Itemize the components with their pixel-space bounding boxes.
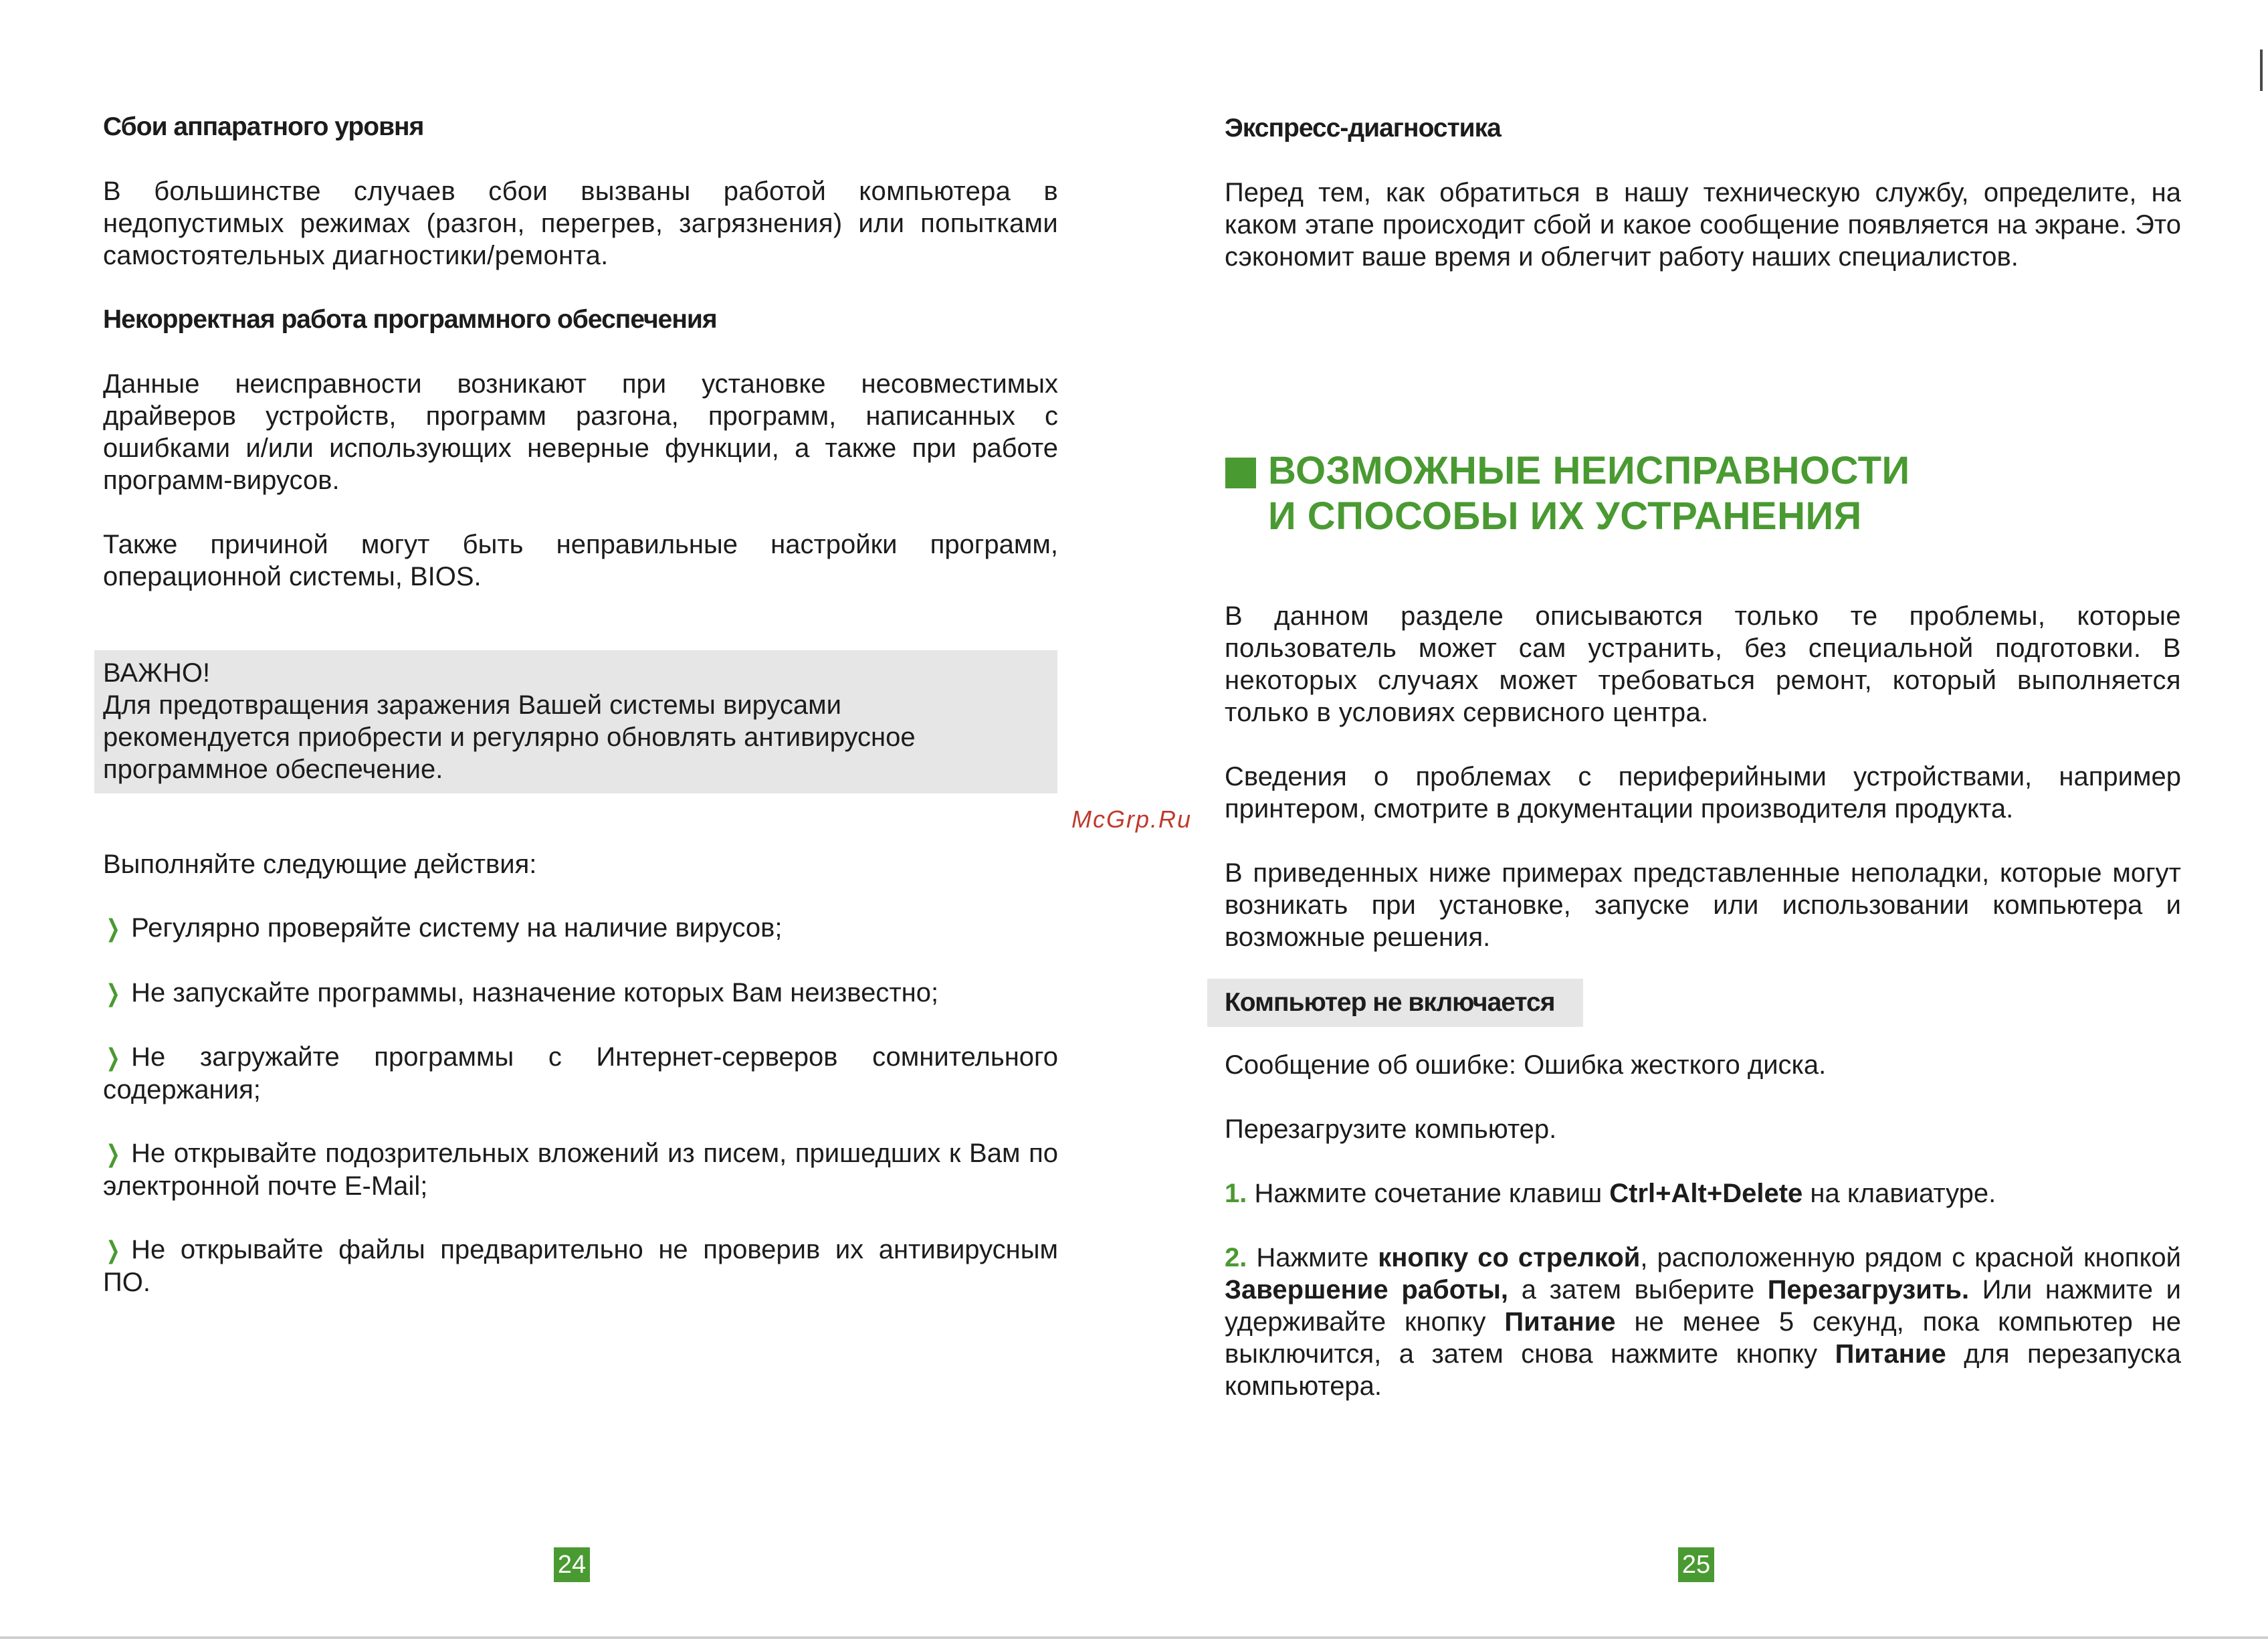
step-bold: кнопку со стрелкой (1378, 1243, 1641, 1272)
watermark: McGrp.Ru (1071, 805, 1193, 833)
chevron-right-icon: ❯ (106, 1236, 120, 1264)
step-1 (1225, 1177, 2181, 1210)
important-title: ВАЖНО! (103, 658, 211, 688)
step-text: Или нажмите и удерживайте кнопку (1225, 1275, 2181, 1337)
error-message: Сообщение об ошибке: Ошибка жесткого диска. (1225, 1050, 1827, 1080)
subheading-computer-not-turning-on: Компьютер не включается (1225, 988, 1555, 1017)
step-text: , расположенную рядом с красной кнопкой (1640, 1243, 2181, 1272)
bullet-item (103, 977, 1058, 1009)
heading-express-diagnostics: Экспресс-диагностика (1225, 114, 1501, 142)
step-text: а затем выберите (1521, 1275, 1755, 1305)
bottom-rule (0, 1636, 2268, 1639)
bullet-text: Не запускайте программы, назначение которых Вам неизвестно; (131, 978, 939, 1007)
bullet-text: Не открывайте файлы предварительно не проверив их антивирусным ПО. (103, 1235, 1058, 1297)
para-examples: В приведенных ниже примерах представленные неполадки, которые могут возникать при установке, запуске или использовании компьютера и возможные решения. (1225, 858, 2181, 952)
heading-hardware-failures: Сбои аппаратного уровня (103, 112, 424, 141)
heading-software-failures: Некорректная работа программного обеспечения (103, 305, 717, 334)
page-edge-mark (2260, 50, 2263, 91)
step-number: 2. (1225, 1243, 1247, 1272)
para-peripherals: Сведения о проблемах с периферийными устройствами, например принтером, смотрите в документации производителя продукта. (1225, 762, 2181, 824)
important-line: Для предотвращения заражения Вашей системы вирусами (103, 690, 842, 720)
chevron-right-icon: ❯ (106, 914, 120, 942)
green-square-icon (1225, 458, 1256, 488)
important-line: программное обеспечение. (103, 755, 443, 784)
bullet-item (103, 912, 1058, 945)
para-software-failures: Данные неисправности возникают при установке несовместимых драйверов устройств, программ разгона, программ, написанных с ошибками и/или использующих неверные функции, а также при работе программ-вирусов. (103, 369, 1058, 495)
step-text: Нажмите сочетание клавиш (1254, 1179, 1603, 1208)
para-hardware-failures: В большинстве случаев сбои вызваны работой компьютера в недопустимых режимах (разгон, перегрев, загрязнения) или попытками самостоятельных диагностики/ремонта. (103, 177, 1058, 270)
bullet-item (103, 1234, 1058, 1298)
chevron-right-icon: ❯ (106, 1140, 120, 1167)
bullet-item (103, 1137, 1058, 1202)
step-bold: Перезагрузить. (1767, 1275, 1970, 1305)
subheading-box (1207, 979, 1583, 1027)
important-line: рекомендуется приобрести и регулярно обновлять антивирусное (103, 722, 916, 752)
step-bold: Завершение работы, (1225, 1275, 1509, 1305)
step-text: на клавиатуре. (1810, 1179, 1996, 1208)
step-text: не менее 5 секунд, пока компьютер не выключится, а затем снова нажмите кнопку (1225, 1307, 2181, 1369)
chevron-right-icon: ❯ (106, 1044, 120, 1071)
step-text: для перезапуска компьютера. (1225, 1339, 2181, 1401)
restart-instruction: Перезагрузите компьютер. (1225, 1115, 1557, 1144)
step-2 (1225, 1242, 2181, 1402)
bullet-text: Не открывайте подозрительных вложений из писем, пришедших к Вам по электронной почте E-Mail; (103, 1139, 1058, 1201)
page-number-left: 24 (554, 1547, 590, 1582)
page-number-right: 25 (1678, 1547, 1714, 1582)
para-settings: Также причиной могут быть неправильные настройки программ, операционной системы, BIOS. (103, 530, 1058, 591)
bullet-text: Регулярно проверяйте систему на наличие вирусов; (131, 913, 783, 943)
step-text: Нажмите (1256, 1243, 1369, 1272)
chevron-right-icon: ❯ (106, 979, 120, 1007)
step-bold: Питание (1835, 1339, 1946, 1369)
actions-intro: Выполняйте следующие действия: (103, 850, 537, 879)
important-note (103, 657, 1058, 785)
step-number: 1. (1225, 1179, 1247, 1208)
section-title-line: ВОЗМОЖНЫЕ НЕИСПРАВНОСТИ (1268, 449, 1910, 492)
section-title-line: И СПОСОБЫ ИХ УСТРАНЕНИЯ (1268, 494, 1862, 538)
para-scope: В данном разделе описываются только те проблемы, которые пользователь может сам устранить, без специальной подготовки. В некоторых случаях может требоваться ремонт, который выполняется только в условиях сервисного центра. (1225, 601, 2181, 727)
para-express-diagnostics: Перед тем, как обратиться в нашу техническую службу, определите, на каком этапе происходит сбой и какое сообщение появляется на экране. Это сэкономит ваше время и облегчит работу наших специалистов. (1225, 178, 2181, 272)
step-bold: Питание (1504, 1307, 1616, 1337)
bullet-text: Не загружайте программы с Интернет-серверов сомнительного содержания; (103, 1042, 1058, 1104)
bullet-item (103, 1041, 1058, 1106)
key-combo: Ctrl+Alt+Delete (1609, 1179, 1803, 1208)
